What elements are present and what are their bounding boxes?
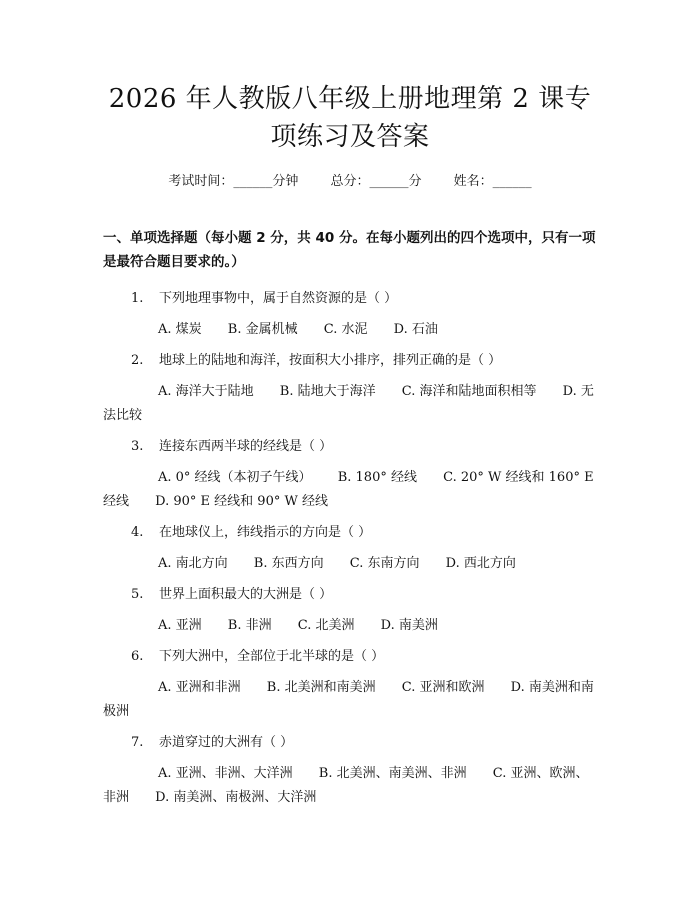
- question-options: [103, 614, 597, 638]
- option-a: A. 海洋大于陆地: [158, 384, 254, 399]
- option-a: A. 亚洲和非洲: [158, 680, 241, 695]
- option-c: C. 海洋和陆地面积相等: [401, 384, 537, 399]
- question-number: 6.: [131, 649, 144, 664]
- option-a: A. 0° 经线（本初子午线）: [158, 470, 312, 485]
- option-b: B. 180° 经线: [337, 470, 417, 485]
- option-c: C. 亚洲和欧洲: [401, 680, 485, 695]
- option-d: D. 西北方向: [445, 556, 516, 571]
- question-stem: [103, 436, 597, 458]
- option-c: C. 北美洲: [297, 618, 355, 633]
- option-b: B. 北美洲、南美洲、非洲: [318, 766, 467, 781]
- exam-info: [103, 170, 597, 190]
- question-options: [103, 762, 597, 810]
- question-stem: [103, 522, 597, 544]
- question-1: [103, 288, 597, 342]
- question-text: 世界上面积最大的大洲是（ ）: [159, 587, 333, 602]
- option-d: D. 90° E 经线和 90° W 经线: [155, 494, 328, 509]
- option-d: D. 无法比较: [103, 384, 594, 423]
- question-number: 1.: [131, 291, 144, 306]
- question-text: 下列大洲中，全部位于北半球的是（ ）: [159, 649, 385, 664]
- question-stem: [103, 584, 597, 606]
- question-number: 3.: [131, 439, 144, 454]
- option-a: A. 南北方向: [158, 556, 228, 571]
- document-title: 2026 年人教版八年级上册地理第 2 课专项练习及答案: [108, 84, 592, 152]
- question-number: 4.: [131, 525, 144, 540]
- option-c: C. 20° W 经线和 160° E 经线: [103, 470, 594, 509]
- question-options: [103, 318, 597, 342]
- question-text: 在地球仪上，纬线指示的方向是（ ）: [159, 525, 372, 540]
- option-b: B. 北美洲和南美洲: [266, 680, 376, 695]
- option-b: B. 陆地大于海洋: [279, 384, 376, 399]
- option-d: D. 南美洲: [380, 618, 438, 633]
- question-text: 连接东西两半球的经线是（ ）: [159, 439, 333, 454]
- option-a: A. 煤炭: [158, 322, 202, 337]
- question-options: [103, 552, 597, 576]
- section-heading: 一、单项选择题（每小题 2 分，共 40 分。在每小题列出的四个选项中，只有一项是最符合题目要求的。）: [103, 230, 596, 270]
- exam-name: 姓名：______: [453, 174, 532, 189]
- question-4: [103, 522, 597, 576]
- question-stem: [103, 288, 597, 310]
- option-b: B. 非洲: [227, 618, 272, 633]
- question-number: 5.: [131, 587, 144, 602]
- question-2: [103, 350, 597, 428]
- question-text: 下列地理事物中，属于自然资源的是（ ）: [159, 291, 398, 306]
- exam-time: 考试时间：______分钟: [168, 174, 299, 189]
- question-stem: [103, 732, 597, 754]
- question-text: 地球上的陆地和海洋，按面积大小排序，排列正确的是（ ）: [159, 353, 502, 368]
- option-c: C. 水泥: [323, 322, 368, 337]
- option-c: C. 东南方向: [349, 556, 420, 571]
- option-a: A. 亚洲: [158, 618, 202, 633]
- exam-score: 总分：______分: [330, 174, 422, 189]
- option-c: C. 亚洲、欧洲、非洲: [103, 766, 589, 805]
- question-stem: [103, 646, 597, 668]
- question-text: 赤道穿过的大洲有（ ）: [159, 735, 294, 750]
- question-6: [103, 646, 597, 724]
- question-3: [103, 436, 597, 514]
- question-stem: [103, 350, 597, 372]
- question-number: 2.: [131, 353, 144, 368]
- option-d: D. 石油: [393, 322, 438, 337]
- option-b: B. 东西方向: [253, 556, 324, 571]
- question-5: [103, 584, 597, 638]
- option-d: D. 南美洲、南极洲、大洋洲: [155, 790, 317, 805]
- option-a: A. 亚洲、非洲、大洋洲: [158, 766, 293, 781]
- question-number: 7.: [131, 735, 144, 750]
- question-options: [103, 466, 597, 514]
- question-options: [103, 676, 597, 724]
- option-b: B. 金属机械: [227, 322, 298, 337]
- question-7: [103, 732, 597, 810]
- option-d: D. 南美洲和南极洲: [103, 680, 594, 719]
- question-options: [103, 380, 597, 428]
